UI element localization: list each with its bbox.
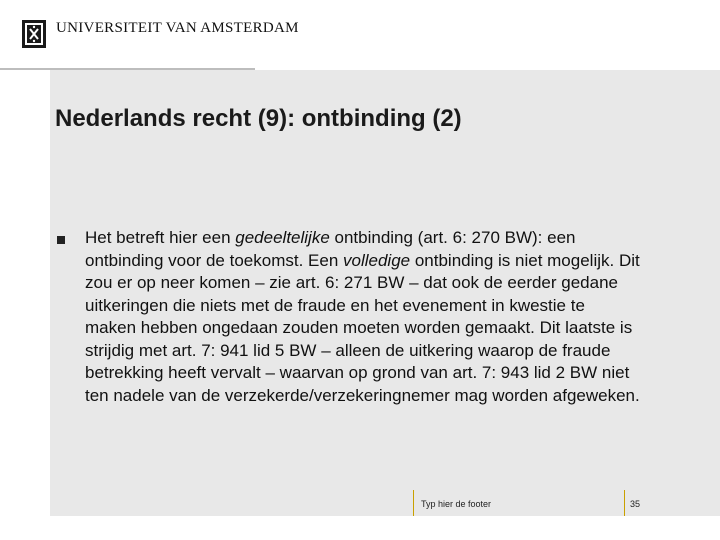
bullet-emphasis: volledige (343, 250, 411, 270)
university-name: UNIVERSITEIT VAN AMSTERDAM (56, 20, 299, 36)
uva-crest-icon (22, 20, 46, 48)
footer-divider (413, 490, 414, 516)
bullet-text-part: ontbinding (art. 6: 270 BW): een ontbinding voor de toekomst. Een (85, 228, 576, 270)
page-number: 35 (630, 499, 641, 509)
header (0, 0, 720, 70)
bullet-text-part: ontbinding is niet mogelijk. Dit zou er op neer komen – zie art. 6: 271 BW – dat ook de eerder gedane uitkeringen die niets met de fraude en het evenement in kwestie te maken hebben ongedaan zouden moeten worden gemaakt. Dit laatste is strijdig met art. 7: 941 lid 5 BW – alleen de uitkering waarop de fraude betrekking heeft vervalt – waarvan op grond van art. 7: 943 lid 2 BW niet ten nadele van de verzekerde/verzekeringnemer mag worden afgeweken. (85, 250, 640, 405)
slide-title: Nederlands recht (9): ontbinding (2) (55, 105, 462, 132)
bullet-square-icon (57, 236, 65, 244)
bullet-emphasis: gedeeltelijke (235, 228, 330, 247)
bullet-text-part: Het betreft hier een (85, 228, 236, 247)
footer-divider (624, 490, 625, 516)
bullet-text (85, 227, 640, 407)
footer-text: Typ hier de footer (421, 499, 492, 509)
